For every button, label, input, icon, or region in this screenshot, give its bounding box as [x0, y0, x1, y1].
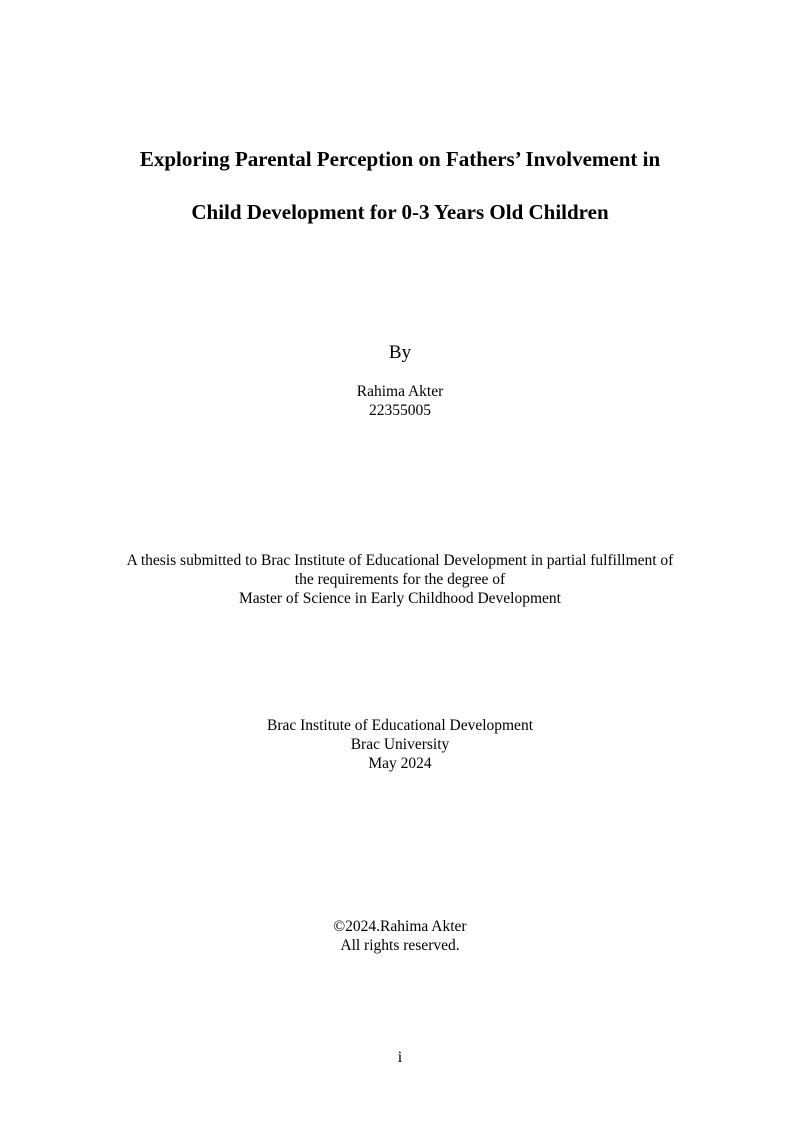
submission-date: May 2024	[368, 755, 432, 772]
degree-name: Master of Science in Early Childhood Development	[239, 590, 561, 607]
thesis-statement-line-2: the requirements for the degree of	[294, 571, 506, 588]
page-number: i	[397, 1049, 403, 1066]
institution-block	[0, 716, 800, 773]
thesis-statement	[0, 551, 800, 608]
author-name: Rahima Akter	[356, 383, 444, 400]
thesis-title-line-1: Exploring Parental Perception on Fathers’ Involvement in	[139, 147, 661, 171]
thesis-statement-line-1: A thesis submitted to Brac Institute of Educational Development in partial fulfillment of	[126, 552, 674, 569]
student-id: 22355005	[369, 402, 431, 419]
thesis-title-line-2: Child Development for 0-3 Years Old Children	[191, 200, 609, 224]
copyright-block	[0, 917, 800, 955]
university-name: Brac University	[350, 736, 450, 753]
rights-statement: All rights reserved.	[340, 937, 460, 954]
author-block	[0, 382, 800, 420]
copyright-notice: ©2024.Rahima Akter	[333, 918, 467, 935]
department-name: Brac Institute of Educational Development	[267, 717, 533, 734]
by-label: By	[388, 342, 412, 363]
